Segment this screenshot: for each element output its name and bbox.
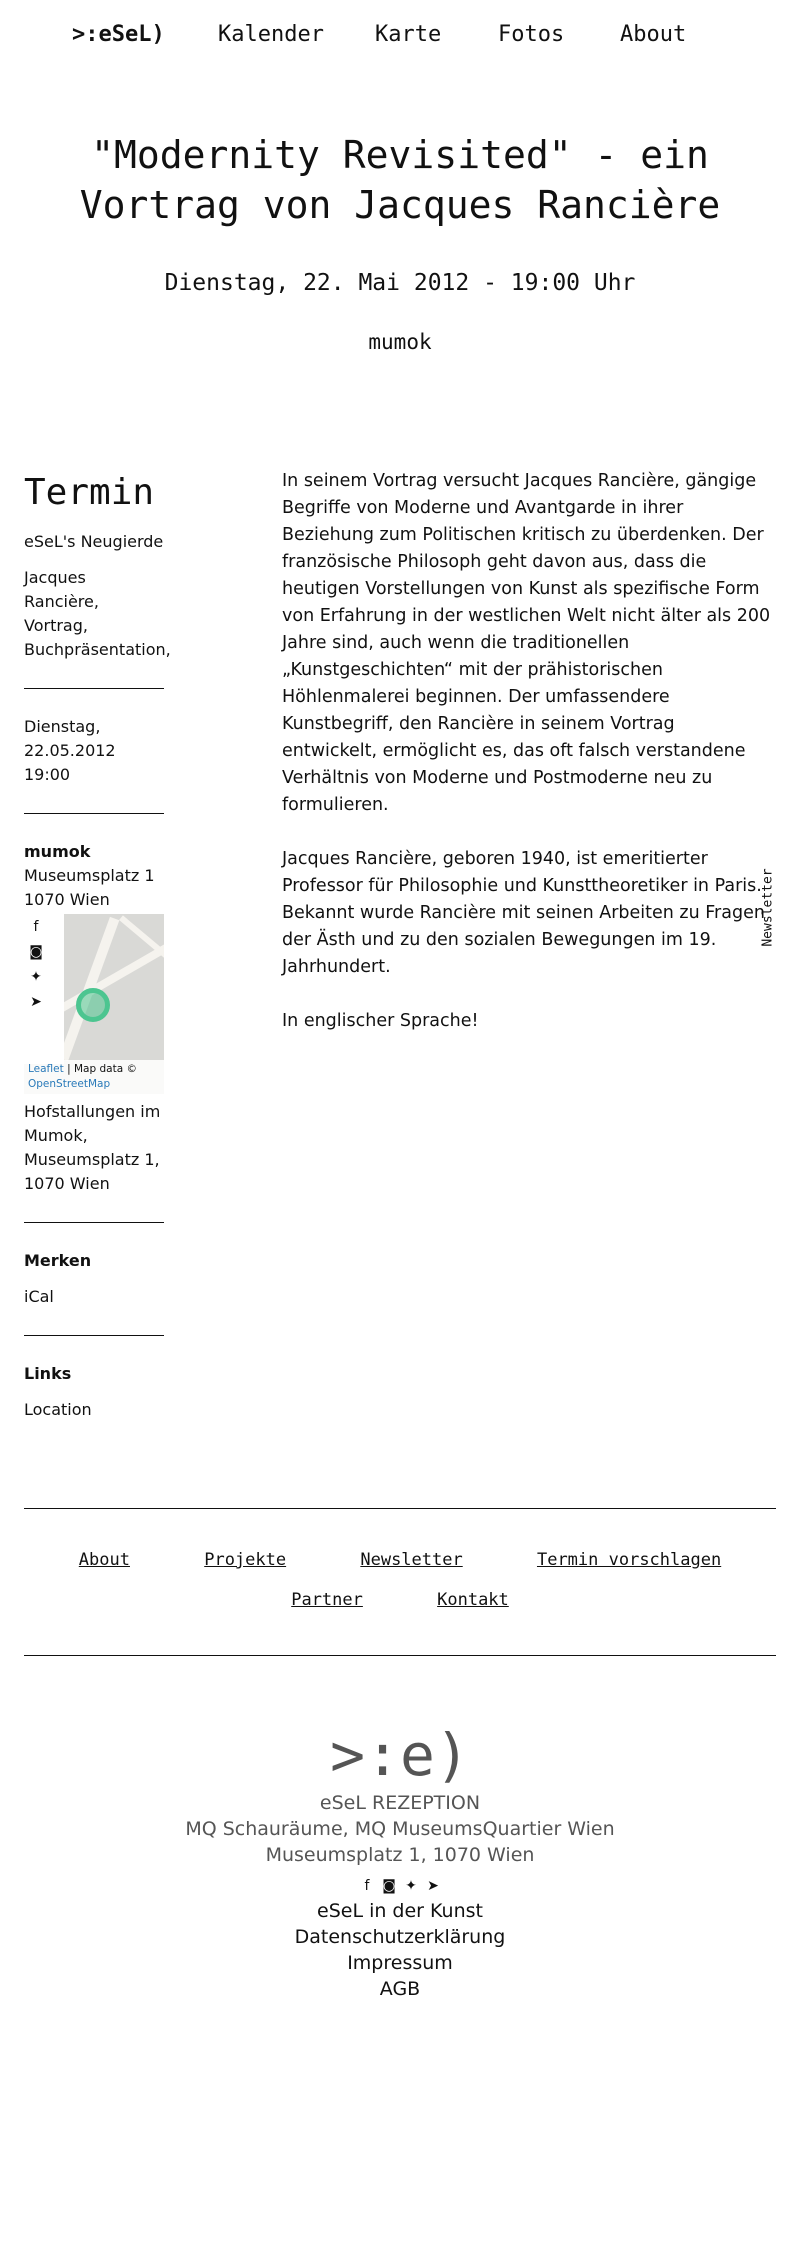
openstreetmap-link[interactable]: OpenStreetMap bbox=[28, 1078, 111, 1090]
footer-link-partner[interactable]: Partner bbox=[291, 1590, 363, 1610]
footer-link-datenschutz[interactable]: Datenschutzerklärung bbox=[294, 1926, 506, 1948]
newsletter-tab-label: Newsletter bbox=[760, 868, 776, 947]
links-label: Links bbox=[24, 1364, 72, 1383]
share-bar bbox=[24, 914, 64, 1064]
footer-link-termin-vorschlagen[interactable]: Termin vorschlagen bbox=[536, 1550, 722, 1570]
footer-address-line: MQ Schauräume, MQ MuseumsQuartier Wien bbox=[185, 1818, 615, 1840]
sidebar-heading: Termin bbox=[24, 472, 155, 513]
nav-about[interactable]: About bbox=[620, 22, 687, 47]
description-paragraph: In englischer Sprache! bbox=[282, 1011, 479, 1031]
event-title: "Modernity Revisited" - ein Vortrag von Jacques Rancière bbox=[79, 133, 721, 227]
divider bbox=[24, 1222, 164, 1223]
location-note: Hofstallungen im Mumok, Museumsplatz 1, 1070 Wien bbox=[24, 1102, 161, 1193]
description-paragraph: Jacques Rancière, geboren 1940, ist emeritierter Professor für Philosophie und Kunsttheoretiker in Paris. Bekannt wurde Rancière mit seinen Arbeiten zu Fragen der Ästh und zu den sozialen Bewegungen im 19. Jahrhundert. bbox=[282, 849, 765, 977]
sidebar-date: Dienstag, 22.05.2012 19:00 bbox=[24, 717, 116, 784]
nav-karte[interactable]: Karte bbox=[375, 22, 442, 47]
footer-link-about[interactable]: About bbox=[78, 1550, 130, 1570]
instagram-icon[interactable]: ◙ bbox=[29, 944, 43, 960]
divider bbox=[24, 1508, 776, 1509]
instagram-icon[interactable]: ◙ bbox=[382, 1878, 396, 1894]
venue-city: 1070 Wien bbox=[24, 890, 110, 909]
twitter-icon[interactable]: ✦ bbox=[405, 1878, 417, 1894]
footer-link-projekte[interactable]: Projekte bbox=[204, 1550, 287, 1570]
merken-label: Merken bbox=[24, 1251, 92, 1270]
map-attribution bbox=[24, 1060, 164, 1094]
sidebar-category[interactable]: eSeL's Neugierde bbox=[24, 532, 164, 551]
newsletter-tab[interactable] bbox=[754, 868, 784, 955]
ical-link[interactable]: iCal bbox=[24, 1287, 54, 1306]
top-navigation bbox=[0, 18, 800, 58]
divider bbox=[24, 1655, 776, 1656]
nav-kalender[interactable]: Kalender bbox=[218, 22, 324, 47]
telegram-icon[interactable]: ➤ bbox=[427, 1878, 439, 1894]
event-datetime: Dienstag, 22. Mai 2012 - 19:00 Uhr bbox=[164, 270, 636, 296]
footer-link-kontakt[interactable]: Kontakt bbox=[437, 1590, 509, 1610]
map-data-text: | Map data © bbox=[63, 1063, 137, 1075]
location-link[interactable]: Location bbox=[24, 1400, 92, 1419]
telegram-icon[interactable]: ➤ bbox=[30, 994, 42, 1010]
footer-address-line: Museumsplatz 1, 1070 Wien bbox=[265, 1844, 535, 1866]
divider bbox=[24, 1335, 164, 1336]
event-venue: mumok bbox=[368, 330, 432, 354]
venue-map[interactable] bbox=[24, 914, 164, 1094]
footer-link-impressum[interactable]: Impressum bbox=[347, 1952, 453, 1974]
facebook-icon[interactable]: f bbox=[364, 1878, 370, 1894]
event-sidebar bbox=[24, 470, 171, 1434]
map-road bbox=[119, 915, 164, 958]
divider bbox=[24, 813, 164, 814]
sidebar-tags[interactable]: Jacques Rancière, Vortrag, Buchpräsentation, bbox=[24, 568, 171, 659]
twitter-icon[interactable]: ✦ bbox=[30, 969, 42, 985]
map-marker-icon[interactable] bbox=[76, 988, 110, 1022]
divider bbox=[24, 688, 164, 689]
site-logo[interactable]: >:eSeL) bbox=[72, 22, 165, 47]
footer-link-newsletter[interactable]: Newsletter bbox=[360, 1550, 463, 1570]
venue-name: mumok bbox=[24, 842, 91, 861]
footer-address-line: eSeL REZEPTION bbox=[319, 1792, 481, 1814]
description-paragraph: In seinem Vortrag versucht Jacques Rancière, gängige Begriffe von Moderne und Avantgarde in ihrer Beziehung zum Politischen kritisch zu überdenken. Der französische Philosoph geht davon aus, dass die heutigen Vorstellungen von Kunst als spezifische Form von Erfahrung in der westlichen Welt nicht älter als 200 Jahre sind, auch wenn die traditionellen „Kunstgeschichten“ mit der prähistorischen Höhlenmalerei beginnen. Der umfassendere Kunstbegriff, den Rancière in seinem Vortrag entwickelt, ermöglicht es, das oft falsch verstandene Verhältnis von Moderne und Postmoderne neu zu formulieren. bbox=[282, 471, 771, 815]
event-description bbox=[282, 468, 772, 1062]
facebook-icon[interactable]: f bbox=[33, 919, 39, 935]
footer-link-agb[interactable]: AGB bbox=[379, 1978, 421, 2000]
footer-logo: >:e) bbox=[330, 1721, 470, 1789]
nav-fotos[interactable]: Fotos bbox=[498, 22, 565, 47]
site-footer bbox=[0, 1720, 800, 2002]
footer-link-esel-in-der-kunst[interactable]: eSeL in der Kunst bbox=[317, 1900, 483, 1922]
leaflet-link[interactable]: Leaflet bbox=[28, 1063, 64, 1075]
footer-navigation bbox=[24, 1540, 776, 1620]
venue-street: Museumsplatz 1 bbox=[24, 866, 155, 885]
footer-social-links bbox=[0, 1878, 800, 1894]
